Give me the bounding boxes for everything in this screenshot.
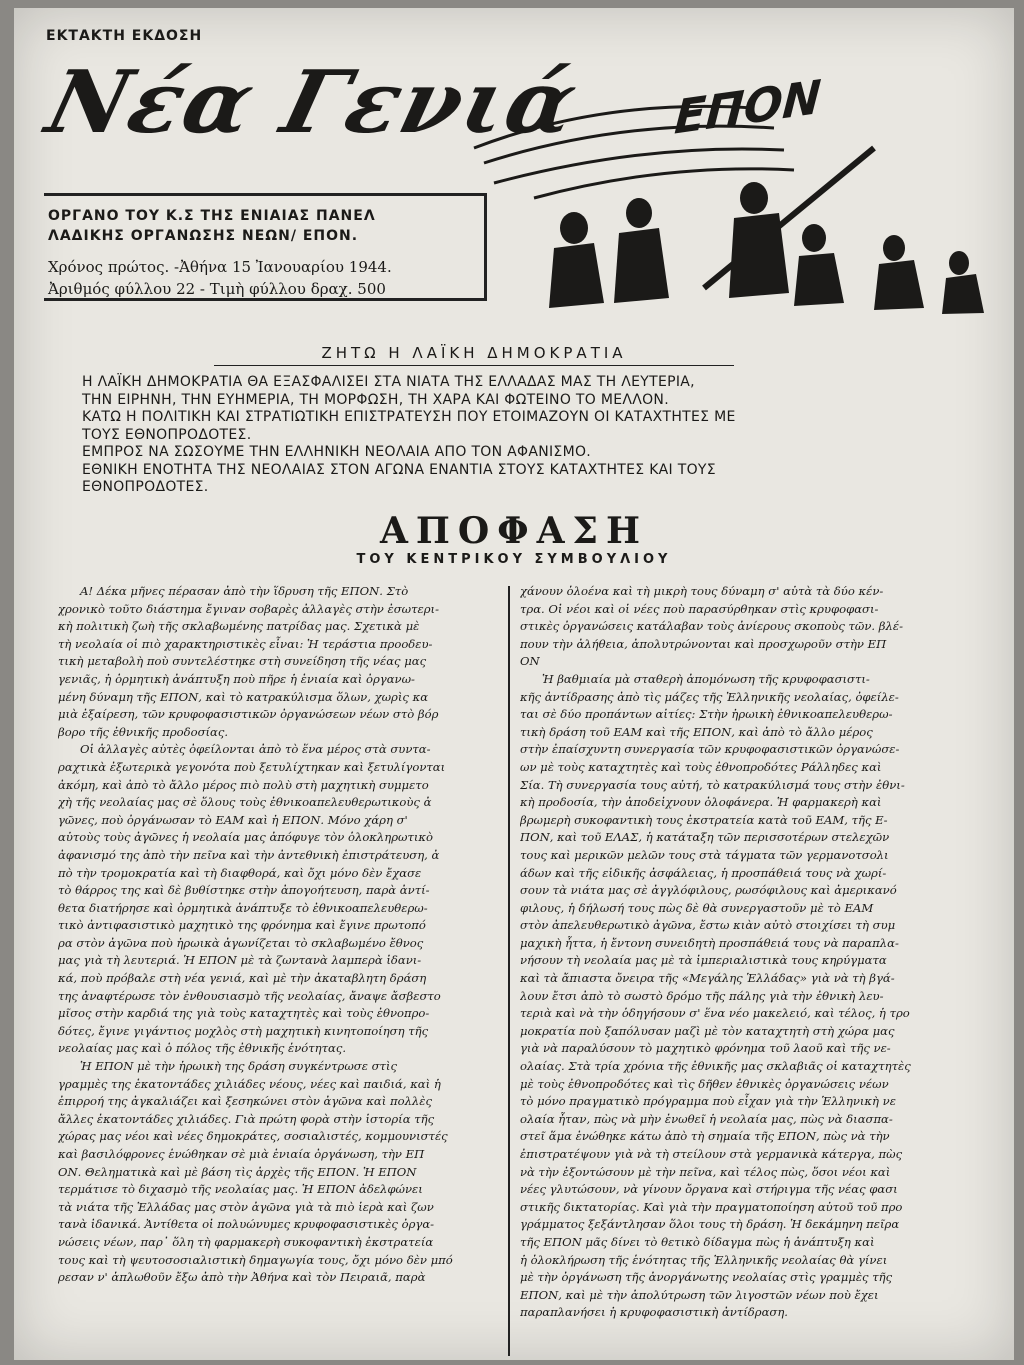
article-line: μας γιὰ τὴ λευτεριά. Ἡ ΕΠΟΝ μὲ τὰ ζωντανὰ λαμπερὰ ἰδανι- bbox=[58, 953, 422, 968]
date-line: Χρόνος πρώτος. -Ἀθήνα 15 Ἰανουαρίου 1944. bbox=[48, 258, 392, 276]
article-column-right bbox=[520, 583, 970, 1322]
article-line: κὴ πολιτικὴ ζωὴ τῆς σκλαβωμένης πατρίδας μας. Σχετικὰ μὲ bbox=[58, 619, 420, 634]
article-line: τικὴ μεταβολὴ ποὺ συντελέστηκε στὴ συνείδηση τῆς νέας μας bbox=[58, 654, 427, 669]
article-line: ἀκόμη, καὶ ἀπὸ τὸ ἄλλο μέρος πιὸ πολὺ στὴ μαχητικὴ συμμετο bbox=[58, 777, 429, 792]
article-line: βορο τῆς ἐθνικῆς προδοσίας. bbox=[58, 724, 229, 739]
article-line: γῶνες, ποὺ ὀργάνωσαν τὸ ΕΑΜ καὶ ἡ ΕΠΟΝ. Μόνο χάρη σ' bbox=[58, 812, 408, 827]
article-line: τικὸ ἀντιφασιστικὸ μαχητικὸ της φρόνημα καὶ ἔγινε πρωτοπό bbox=[58, 918, 426, 933]
slogan-line: ΕΘΝΟΠΡΟΔΟΤΕΣ. bbox=[82, 479, 209, 495]
organ-line-2: ΛΑΔΙΚΗΣ ΟΡΓΑΝΩΣΗΣ ΝΕΩΝ/ ΕΠΟΝ. bbox=[48, 228, 359, 244]
article-line: γιὰ νὰ παραλύσουν τὸ μαχητικὸ φρόνημα τοῦ λαοῦ καὶ τῆς νε- bbox=[520, 1041, 891, 1056]
slogan-line: ΚΑΤΩ Η ΠΟΛΙΤΙΚΗ ΚΑΙ ΣΤΡΑΤΙΩΤΙΚΗ ΕΠΙΣΤΡΑΤΕΥΣΗ ΠΟΥ ΕΤΟΙΜΑΖΟΥΝ ΟΙ ΚΑΤΑΧΤΗΤΕΣ ΜΕ bbox=[82, 409, 736, 425]
article-title: ΑΠΟΦΑΣΗ bbox=[379, 510, 649, 552]
article-line: ολαία ἦταν, πὼς νὰ μὴν ἑνωθεῖ ἡ νεολαία μας, πὼς νὰ διασπα- bbox=[520, 1111, 893, 1126]
article-line: πὸ τὴν τρομοκρατία καὶ τὴ διαφθορά, καὶ ὄχι μόνο δὲν ἔχασε bbox=[58, 865, 422, 880]
article-line: μὲ τοὺς ἐθνοπροδότες καὶ τὶς δῆθεν ἐθνικὲς ὀργανώσεις νέων bbox=[520, 1076, 889, 1091]
article-line: σουν τὰ νιάτα μας σὲ ἀγγλόφιλους, ρωσόφιλους καὶ ἀμερικανό bbox=[520, 883, 897, 898]
article-line: ραχτικὰ ἐξωτερικὰ γεγονότα ποὺ ξετυλίχτηκαν καὶ ξετυλίγονται bbox=[58, 759, 446, 774]
article-line: τικὴ δράση τοῦ ΕΑΜ καὶ τῆς ΕΠΟΝ, καὶ ἀπὸ τὸ ἄλλο μέρος bbox=[520, 724, 873, 739]
article-line: Α! Δέκα μῆνες πέρασαν ἀπὸ τὴν ἵδρυση τῆς ΕΠΟΝ. Στὸ bbox=[80, 584, 409, 598]
article-line: νεολαίας μας καὶ ὁ πόλος τῆς ἐθνικῆς ἑνότητας. bbox=[58, 1041, 347, 1056]
article-line: γραμμὲς της ἑκατοντάδες χιλιάδες νέους, νέες καὶ παιδιά, καὶ ἡ bbox=[58, 1076, 441, 1091]
article-line: στὸν ἀπελευθερωτικὸ ἀγῶνα, ἔστω κιὰν αὐτὸ στοιχίσει τὴ συμ bbox=[520, 918, 896, 933]
article-line: ΟΝ bbox=[520, 654, 540, 669]
slogans-heading: ΖΗΤΩ Η ΛΑΪΚΗ ΔΗΜΟΚΡΑΤΙΑ bbox=[214, 344, 734, 366]
article-line: μαχικὴ ἧττα, ἡ ἔντονη συνειδητὴ προσπάθειά τους νὰ παραπλα- bbox=[520, 935, 899, 950]
article-line: τὰ νιάτα τῆς Ἑλλάδας μας στὸν ἀγῶνα γιὰ τὰ πιὸ ἱερὰ καὶ ζων bbox=[58, 1199, 434, 1214]
article-line: ρεσαν ν' ἁπλωθοῦν ἔξω ἀπὸ τὴν Ἀθήνα καὶ τὸν Πειραιᾶ, παρὰ bbox=[58, 1270, 426, 1285]
article-line: τὸ θάρρος της καὶ δὲ βυθίστηκε στὴν ἀπογοήτευση, παρὰ ἀντί- bbox=[58, 883, 430, 898]
article-line: χὴ τῆς νεολαίας μας σὲ ὅλους τοὺς ἐθνικοαπελευθερωτικοὺς ἀ bbox=[58, 795, 432, 810]
article-line: κὴ προδοσία, τὴν ἀποδεἰχνουν ὁλοφάνερα. Ἡ φαρμακερὴ καὶ bbox=[520, 795, 882, 810]
article-line: χώρας μας νέοι καὶ νέες δημοκράτες, σοσιαλιστές, κομμουνιστές bbox=[58, 1129, 448, 1144]
slogan-line: Η ΛΑΪΚΗ ΔΗΜΟΚΡΑΤΙΑ ΘΑ ΕΞΑΣΦΑΛΙΣΕΙ ΣΤΑ ΝΙΑΤΑ ΤΗΣ ΕΛΛΑΔΑΣ ΜΑΣ ΤΗ ΛΕΥΤΕΡΙΑ, bbox=[82, 374, 695, 390]
slogans-block bbox=[82, 374, 962, 497]
article-line: ἐπιρροή της ἀγκαλιάζει καὶ ξεσηκώνει στὸν ἀγῶνα καὶ πολλὲς bbox=[58, 1094, 432, 1109]
article-line: Ἡ βαθμιαία μὰ σταθερὴ ἀπομόνωση τῆς κρυφοφασιστι- bbox=[542, 671, 870, 686]
article-line: ων μὲ τοὺς καταχτητὲς καὶ τοὺς ἐθνοπροδότες Ράλληδες καὶ bbox=[520, 759, 882, 774]
article-line: γενιᾶς, ἡ ὁρμητικὴ ἀνάπτυξη ποὺ πῆρε ἡ ἑνιαία καὶ ὀργανω- bbox=[58, 671, 415, 686]
article-line: τους καὶ τὴ ψευτοσοσιαλιστικὴ δημαγωγία τους, ὄχι μόνο δὲν μπό bbox=[58, 1252, 453, 1267]
article-line: τεριὰ καὶ νὰ τὴν ὁδηγήσουν σ' ἕνα νέο μακελειό, καὶ τέλος, ἡ τρο bbox=[520, 1006, 910, 1021]
article-line: νὰ τὴν ἐξοντώσουν μὲ τὴν πεῖνα, καὶ τέλος πὼς, ὅσοι νέοι καὶ bbox=[520, 1164, 891, 1179]
article-line: μῖσος στὴν καρδιά της γιὰ τοὺς καταχτητὲς καὶ τοὺς ἐθνοπρο- bbox=[58, 1006, 430, 1021]
article-line: καὶ τὰ ἄπιαστα ὄνειρα τῆς «Μεγάλης Ἑλλάδας» γιὰ νὰ τὴ βγά- bbox=[520, 971, 895, 986]
newspaper-page bbox=[14, 8, 1014, 1360]
article-line: μὲ τὴν ὀργάνωση τῆς ἀνοργάνωτης νεολαίας στὶς γραμμὲς τῆς bbox=[520, 1270, 893, 1285]
article-line: ολαίας. Στὰ τρία χρόνια τῆς ἐθνικῆς μας σκλαβιᾶς οἱ καταχτητὲς bbox=[520, 1059, 911, 1074]
article-subtitle: ΤΟΥ ΚΕΝΤΡΙΚΟΥ ΣΥΜΒΟΥΛΙΟΥ bbox=[356, 552, 672, 567]
article-line: λουν ἔτσι ἀπὸ τὸ σωστὸ δρόμο τῆς πάλης γιὰ τὴν ἐθνικὴ λευ- bbox=[520, 988, 884, 1003]
slogan-line: ΤΗΝ ΕΙΡΗΝΗ, ΤΗΝ ΕΥΗΜΕΡΙΑ, ΤΗ ΜΟΡΦΩΣΗ, ΤΗ ΧΑΡΑ ΚΑΙ ΦΩΤΕΙΝΟ ΤΟ ΜΕΛΛΟΝ. bbox=[82, 391, 669, 408]
slogan-line: ΕΜΠΡΟΣ ΝΑ ΣΩΣΟΥΜΕ ΤΗΝ ΕΛΛΗΝΙΚΗ ΝΕΟΛΑΙΑ ΑΠΟ ΤΟΝ ΑΦΑΝΙΣΜΟ. bbox=[82, 444, 592, 460]
article-line: ἀφανισμό της ἀπὸ τὴν πεῖνα καὶ τὴν ἀντεθνικὴ ἐπιστράτευση, ἀ bbox=[58, 847, 440, 862]
article-line: βρωμερὴ συκοφαντικὴ τους ἐκστρατεία κατὰ τοῦ ΕΑΜ, τῆς Ε- bbox=[520, 812, 888, 827]
article-line: μένη δύναμη τῆς ΕΠΟΝ, καὶ τὸ κατρακύλισμα ὅλων, χωρὶς κα bbox=[58, 689, 429, 704]
slogan-line: ΤΟΥΣ ΕΘΝΟΠΡΟΔΟΤΕΣ. bbox=[82, 426, 252, 443]
article-line: τρα. Οἱ νέοι καὶ οἱ νέες ποὺ παρασύρθηκαν στὶς κρυφοφασι- bbox=[520, 601, 879, 616]
article-line: τὴ νεολαία οἱ πιὸ χαρακτηριστικὲς εἶναι: Ἡ τεράστια προοδευ- bbox=[58, 636, 433, 651]
issue-line: Ἀριθμός φύλλου 22 - Τιμὴ φύλλου δραχ. 500 bbox=[48, 280, 386, 298]
article-line: τῆς ΕΠΟΝ μᾶς δίνει τὸ θετικὸ δίδαγμα πὼς ἡ ἀνάπτυξη καὶ bbox=[520, 1234, 875, 1249]
article-line: φιλους, ἡ δήλωσή τους πὼς δὲ θὰ συνεργαστοῦν μὲ τὸ ΕΑΜ bbox=[520, 900, 874, 915]
article-line: παραπλανήσει ἡ κρυφοφασιστικὴ ἀντίδραση. bbox=[520, 1305, 788, 1320]
article-line: άδων καὶ τῆς εἰδικῆς ἀσφάλειας, ἡ προσπάθειά τους νὰ χωρί- bbox=[520, 865, 887, 880]
article-line: χάνουν ὁλοένα καὶ τὴ μικρὴ τους δύναμη σ' αὐτὰ τὰ δύο κέν- bbox=[520, 584, 884, 598]
article-line: στικῆς δικτατορίας. Καὶ γιὰ τὴν πραγματοποίηση αὐτοῦ τοῦ προ bbox=[520, 1199, 903, 1214]
masthead-title: Νέα Γενιά bbox=[37, 52, 589, 153]
article-line: θετα διατήρησε καὶ ὁρμητικὰ ἀνάπτυξε τὸ ἐθνικοαπελευθερω- bbox=[58, 900, 428, 915]
column-divider bbox=[508, 586, 510, 1356]
article-line: γράμματος ξεξάντλησαν ὅλοι τους τὴ δράση. Ἡ δεκάμηνη πεῖρα bbox=[520, 1217, 900, 1232]
article-line: αὐτοὺς τοὺς ἀγῶνες ἡ νεολαία μας ἀπόφυγε τὸν ὁλοκληρωτικὸ bbox=[58, 830, 434, 845]
article-line: μιὰ ἐξαίρεση, τῶν κρυφοφασιστικῶν ὀργανώσεων νέων στὸ βόρ bbox=[58, 707, 439, 722]
article-line: Σία. Τὴ συνεργασία τους αὐτή, τὸ κατρακύλισμά τους στὴν ἐθνι- bbox=[520, 777, 905, 792]
article-line: ἄλλες ἑκατοντάδες χιλιάδες. Γιὰ πρώτη φορὰ στὴν ἱστορία τῆς bbox=[58, 1111, 435, 1126]
article-line: καὶ βασιλόφρονες ἑνώθηκαν σὲ μιὰ ἑνιαία ὀργάνωση, τὴν ΕΠ bbox=[58, 1147, 425, 1161]
article-line: τὸ μόνο πραγματικὸ πρόγραμμα ποὺ εἶχαν γιὰ τὴν Ἑλληνικὴ νε bbox=[520, 1094, 896, 1109]
article-line: στὴν ἐπαίσχυντη συνεργασία τῶν κρυφοφασιστικῶν ὀργανώσε- bbox=[520, 742, 900, 757]
article-line: Οἱ ἀλλαγὲς αὐτὲς ὀφείλονται ἀπὸ τὸ ἕνα μέρος στὰ συντα- bbox=[80, 742, 431, 757]
article-line: ΟΝ. Θεληματικὰ καὶ μὲ βάση τὶς ἀρχὲς τῆς ΕΠΟΝ. Ἡ ΕΠΟΝ bbox=[58, 1164, 417, 1179]
article-line: νώσεις νέων, παρ᾿ ὅλη τὴ φαρμακερὴ συκοφαντικὴ ἐκστρατεία bbox=[58, 1234, 434, 1249]
article-line: τανὰ ἰδανικά. Ἀντίθετα οἱ πολυώνυμες κρυφοφασιστικὲς ὀργα- bbox=[58, 1217, 435, 1232]
article-line: πουν τὴν ἀλήθεια, ἀπολυτρώνονται καὶ προσχωροῦν στὴν ΕΠ bbox=[520, 636, 887, 651]
article-line: τους καὶ μερικῶν μελῶν τους στὰ τάγματα τῶν γερμανοτσολι bbox=[520, 847, 889, 862]
article-line: μοκρατία ποὺ ξαπόλυσαν μαζὶ μὲ τὸν καταχτητὴ στὴ χώρα μας bbox=[520, 1023, 895, 1038]
article-line: ρα στὸν ἀγῶνα ποὺ ἡρωικὰ ἀγωνίζεται τὸ σκλαβωμένο ἔθνος bbox=[58, 935, 424, 950]
masthead-illustration bbox=[454, 88, 994, 318]
article-line: νέες γλυτώσουν, νὰ γίνουν ὄργανα καὶ στήριγμα τῆς νέας φασι bbox=[520, 1182, 898, 1197]
article-line: δότες, ἔγινε γιγάντιος μοχλὸς στὴ μαχητικὴ κινητοποίηση τῆς bbox=[58, 1023, 429, 1038]
article-line: στεῖ ἅμα ἑνώθηκε κάτω ἀπὸ τὴ σημαία τῆς ΕΠΟΝ, πὼς νὰ τὴν bbox=[520, 1129, 890, 1144]
article-line: τερμάτισε τὸ διχασμὸ τῆς νεολαίας μας. Ἡ ΕΠΟΝ ἀδελφώνει bbox=[58, 1182, 423, 1197]
masthead-org-abbrev: ΕΠΟΝ bbox=[672, 69, 823, 145]
article-line: στικὲς ὀργανώσεις κατάλαβαν τοὺς ἀνίερους σκοποὺς τῶν. βλέ- bbox=[520, 619, 903, 634]
article-line: Ἡ ΕΠΟΝ μὲ τὴν ἡρωικὴ της δράση συγκέντρωσε στὶς bbox=[80, 1059, 397, 1074]
article-line: ται σὲ δύο προπάντων αἰτίες: Στὴν ἡρωικὴ ἐθνικοαπελευθερω- bbox=[520, 707, 893, 722]
slogan-line: ΕΘΝΙΚΗ ΕΝΟΤΗΤΑ ΤΗΣ ΝΕΟΛΑΙΑΣ ΣΤΟΝ ΑΓΩΝΑ ΕΝΑΝΤΙΑ ΣΤΟΥΣ ΚΑΤΑΧΤΗΤΕΣ ΚΑΙ ΤΟΥΣ bbox=[82, 461, 716, 478]
article-line: νήσουν τὴ νεολαία μας μὲ τὰ ἰμπεριαλιστικὰ τους κηρύγματα bbox=[520, 953, 887, 968]
article-line: ἐπιστρατέψουν γιὰ νὰ τὴ στείλουν στὰ γερμανικὰ κάτεργα, πὼς bbox=[520, 1147, 903, 1161]
article-line: ΠΟΝ, καὶ τοῦ ΕΛΑΣ, ἡ κατάταξη τῶν περισσοτέρων στελεχῶν bbox=[520, 830, 890, 845]
article-line: της ἀναφτέρωσε τὸν ἐνθουσιασμὸ τῆς νεολαίας, ἄναψε ἄσβεστο bbox=[58, 988, 441, 1003]
edition-label: ΕΚΤΑΚΤΗ ΕΚΔΟΣΗ bbox=[46, 28, 203, 44]
organ-line-1: ΟΡΓΑΝΟ ΤΟΥ Κ.Σ ΤΗΣ ΕΝΙΑΙΑΣ ΠΑΝΕΛ bbox=[48, 208, 376, 224]
article-column-left bbox=[58, 583, 504, 1287]
article-line: χρονικὸ τοῦτο διάστημα ἔγιναν σοβαρὲς ἀλλαγὲς στὴν ἐσωτερι- bbox=[58, 601, 440, 616]
article-line: κά, ποὺ πρόβαλε στὴ νέα γενιά, καὶ μὲ τὴν ἀκαταβλητη δράση bbox=[58, 971, 427, 986]
article-line: κῆς ἀντίδρασης ἀπὸ τὶς μάζες τῆς Ἑλληνικῆς νεολαίας, ὀφείλε- bbox=[520, 689, 899, 704]
article-line: ἡ ὁλοκλήρωση τῆς ἑνότητας τῆς Ἑλληνικῆς νεολαίας θὰ γίνει bbox=[520, 1252, 888, 1267]
article-line: ΕΠΟΝ, καὶ μὲ τὴν ἀπολύτρωση τῶν λιγοστῶν νέων ποὺ ἔχει bbox=[520, 1287, 879, 1302]
